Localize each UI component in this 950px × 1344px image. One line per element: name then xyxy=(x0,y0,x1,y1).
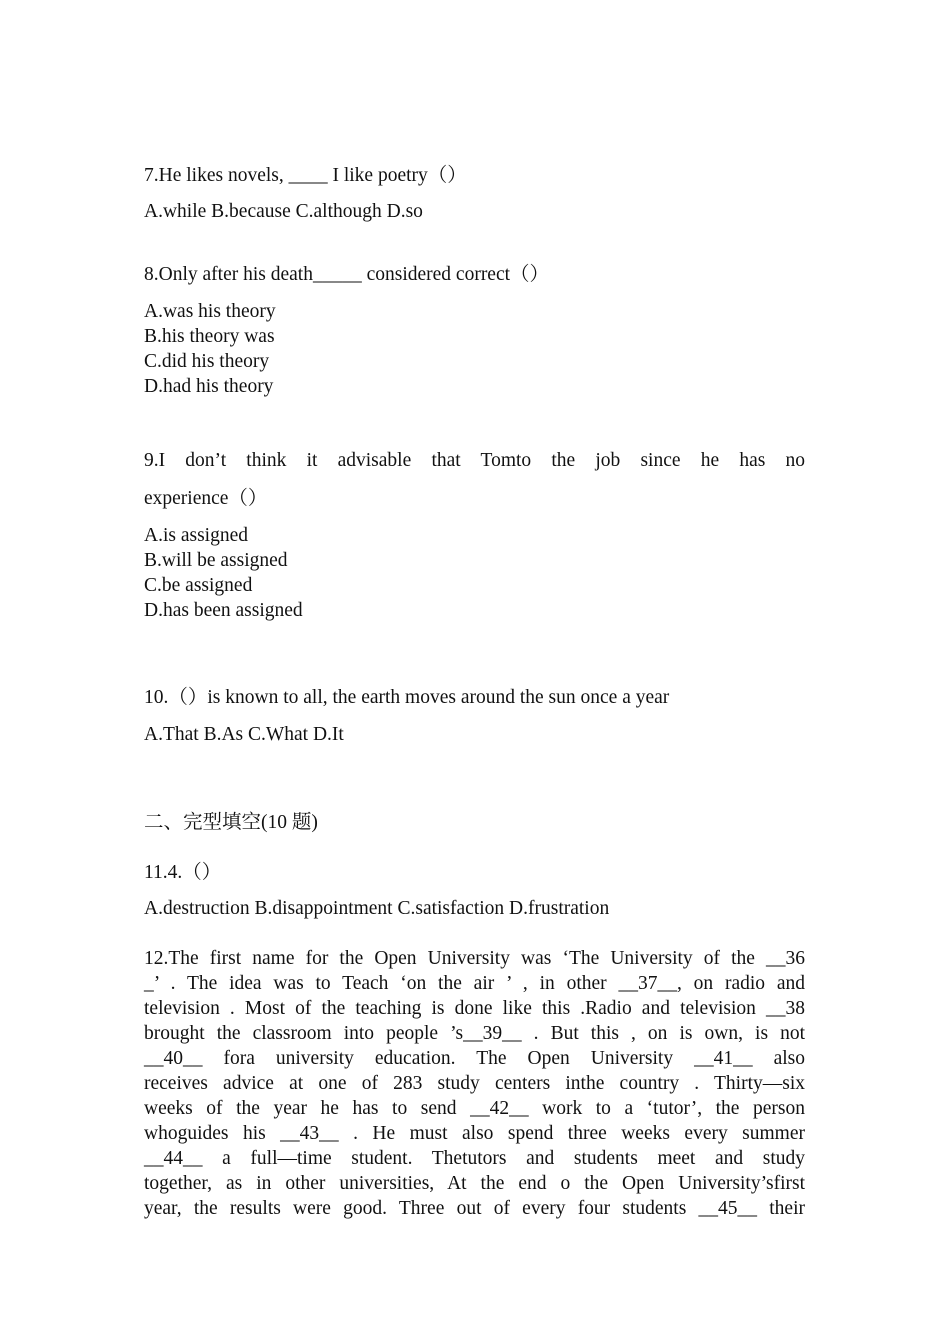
passage-line: whoguides his __43__ . He must also spend three weeks every summer xyxy=(144,1123,805,1144)
question-10: 10.（）is known to all, the earth moves around the sun once a year xyxy=(144,687,670,708)
passage-line: together, as in other universities, At the end o the Open University’sfirst xyxy=(144,1173,805,1194)
question-7-options: A.while B.because C.although D.so xyxy=(144,201,423,222)
passage-line: _’ . The idea was to Teach ‘on the air ’ , in other __37__, on radio and xyxy=(144,973,805,994)
passage-line: 12.The first name for the Open University was ‘The University of the __36 xyxy=(144,948,805,969)
question-9-option-b: B.will be assigned xyxy=(144,550,288,571)
question-11: 11.4.（） xyxy=(144,862,222,883)
question-8-option-c: C.did his theory xyxy=(144,351,270,372)
question-8-option-b: B.his theory was xyxy=(144,326,275,347)
passage-line: brought the classroom into people ’s__39__ . But this , on is own, is not xyxy=(144,1023,805,1044)
question-9-option-c: C.be assigned xyxy=(144,575,253,596)
question-8: 8.Only after his death_____ considered correct（） xyxy=(144,264,550,285)
passage-line: television . Most of the teaching is done like this .Radio and television __38 xyxy=(144,998,805,1019)
passage-line: __40__ fora university education. The Open University __41__ also xyxy=(144,1048,805,1069)
question-8-option-d: D.had his theory xyxy=(144,376,274,397)
passage-line: weeks of the year he has to send __42__ work to a ‘tutor’, the person xyxy=(144,1098,805,1119)
question-7: 7.He likes novels, ____ I like poetry（） xyxy=(144,165,467,186)
question-12-passage xyxy=(144,946,805,1221)
passage-line: year, the results were good. Three out of every four students __45__ their xyxy=(144,1198,805,1219)
passage-line: receives advice at one of 283 study centers inthe country . Thirty—six xyxy=(144,1073,805,1094)
question-8-option-a: A.was his theory xyxy=(144,301,276,322)
section-2-heading: 二、完型填空(10 题) xyxy=(144,812,318,833)
question-10-options: A.That B.As C.What D.It xyxy=(144,724,344,745)
question-9-option-a: A.is assigned xyxy=(144,525,248,546)
question-11-options: A.destruction B.disappointment C.satisfaction D.frustration xyxy=(144,898,610,919)
passage-line: __44__ a full—time student. Thetutors and students meet and study xyxy=(144,1148,805,1169)
question-9-line-2: experience（） xyxy=(144,488,268,509)
question-9-line-1: 9.I don’t think it advisable that Tomto the job since he has no xyxy=(144,450,805,471)
question-9-option-d: D.has been assigned xyxy=(144,600,303,621)
